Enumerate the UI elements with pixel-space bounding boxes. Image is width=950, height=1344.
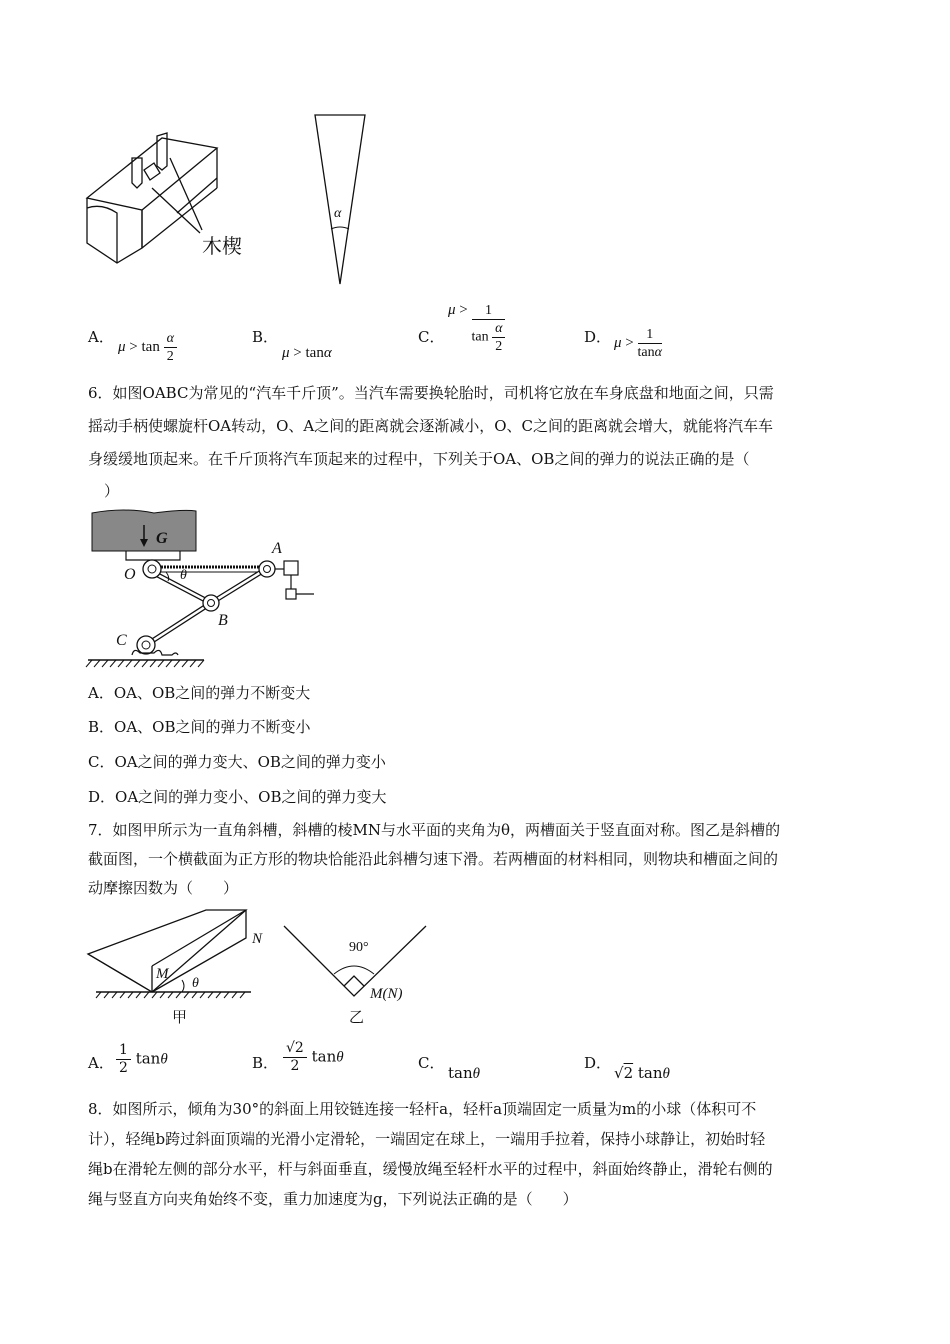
- q5-option-b[interactable]: B．: [252, 328, 279, 346]
- q5-option-c-formula: μ > 1 tan $\frac{\alpha}{2}$: [448, 302, 505, 355]
- q7-option-c[interactable]: C．: [418, 1054, 445, 1072]
- wedge-label: 木楔: [202, 234, 242, 258]
- q7-text-line-2: 截面图，一个横截面为正方形的物块恰能沿此斜槽匀速下滑。若两槽面的材料相同，则物块和槽面之间的: [88, 850, 779, 868]
- fig-caption-yi: 乙: [349, 1008, 365, 1026]
- q6-option-d[interactable]: D．OA之间的弹力变小、OB之间的弹力变大: [88, 788, 387, 806]
- fig-label-b: B: [218, 612, 228, 629]
- q6-option-c[interactable]: C．OA之间的弹力变大、OB之间的弹力变小: [88, 753, 386, 771]
- q7-option-a-formula: $\frac{1}{2}$ tanθ: [116, 1042, 168, 1077]
- fig-label-n: N: [252, 931, 263, 947]
- fig-label-g: G: [156, 530, 168, 547]
- fig-label-a: A: [272, 540, 282, 557]
- q7-option-a[interactable]: A．: [88, 1054, 114, 1072]
- fig-label-m: M: [156, 966, 169, 982]
- fig-caption-jia: 甲: [172, 1008, 188, 1026]
- q8-text-line-1: 8．如图所示，倾角为30°的斜面上用铰链连接一轻杆a，轻杆a顶端固定一质量为m的小球（体积可不: [88, 1100, 757, 1118]
- wedge-block-figure: [82, 118, 282, 268]
- fig-label-theta-jia: θ: [192, 976, 199, 991]
- q5-option-c[interactable]: C．: [418, 328, 445, 346]
- q5-option-a-formula: μ > tan $\frac{\alpha}{2}$: [118, 330, 177, 365]
- q5-option-a[interactable]: A．: [88, 328, 114, 346]
- q7-text-line-1: 7．如图甲所示为一直角斜槽，斜槽的棱MN与水平面的夹角为θ，两槽面关于竖直面对称。图乙是斜槽的: [88, 821, 781, 839]
- q6-option-b[interactable]: B．OA、OB之间的弹力不断变小: [88, 718, 311, 736]
- fig-label-theta: θ: [180, 568, 187, 583]
- q7-option-c-formula: tanθ: [448, 1064, 481, 1082]
- q7-option-d-formula: √2 tanθ: [614, 1064, 670, 1082]
- fig-label-c: C: [116, 632, 127, 649]
- alpha-label: α: [334, 206, 342, 221]
- fig-label-mn: M(N): [370, 986, 403, 1002]
- slot-figure-yi: [282, 922, 430, 1002]
- wedge-triangle-figure: [310, 112, 370, 287]
- q8-text-line-3: 绳b在滑轮左侧的部分水平，杆与斜面垂直，缓慢放绳至轻杆水平的过程中，斜面始终静止，滑轮右侧的: [88, 1160, 773, 1178]
- q7-option-b-formula: $\frac{√2}{2}$ tanθ: [283, 1040, 344, 1075]
- fig-label-90: 90°: [349, 940, 369, 955]
- q8-text-line-4: 绳与竖直方向夹角始终不变，重力加速度为g，下列说法正确的是（ ）: [88, 1190, 578, 1208]
- q5-option-d[interactable]: D．: [584, 328, 612, 346]
- q6-text-line-3: 身缓缓地顶起来。在千斤顶将汽车顶起来的过程中，下列关于OA、OB之间的弹力的说法正确的是（: [88, 450, 750, 468]
- q6-text-line-2: 摇动手柄使螺旋杆OA转动，O、A之间的距离就会逐渐减小，O、C之间的距离就会增大，就能将汽车车: [88, 417, 774, 435]
- q6-option-a[interactable]: A．OA、OB之间的弹力不断变大: [88, 684, 311, 702]
- slot-figure-jia: [86, 904, 266, 1004]
- q7-option-d[interactable]: D．: [584, 1054, 612, 1072]
- q7-text-line-3: 动摩擦因数为（ ）: [88, 879, 239, 897]
- q5-option-b-formula: μ > tanα: [282, 345, 332, 361]
- q7-option-b[interactable]: B．: [252, 1054, 279, 1072]
- fig-label-o: O: [124, 566, 136, 583]
- q5-option-d-formula: μ > $\frac{1}{\tan\alpha}$: [614, 327, 662, 360]
- q6-text-line-4: ）: [104, 482, 120, 500]
- q6-text-line-1: 6．如图OABC为常见的“汽车千斤顶”。当汽车需要换轮胎时，司机将它放在车身底盘和地面之间，只需: [88, 384, 774, 402]
- q8-text-line-2: 计），轻绳b跨过斜面顶端的光滑小定滑轮，一端固定在球上，一端用手拉着，保持小球静让，初始时轻: [88, 1130, 766, 1148]
